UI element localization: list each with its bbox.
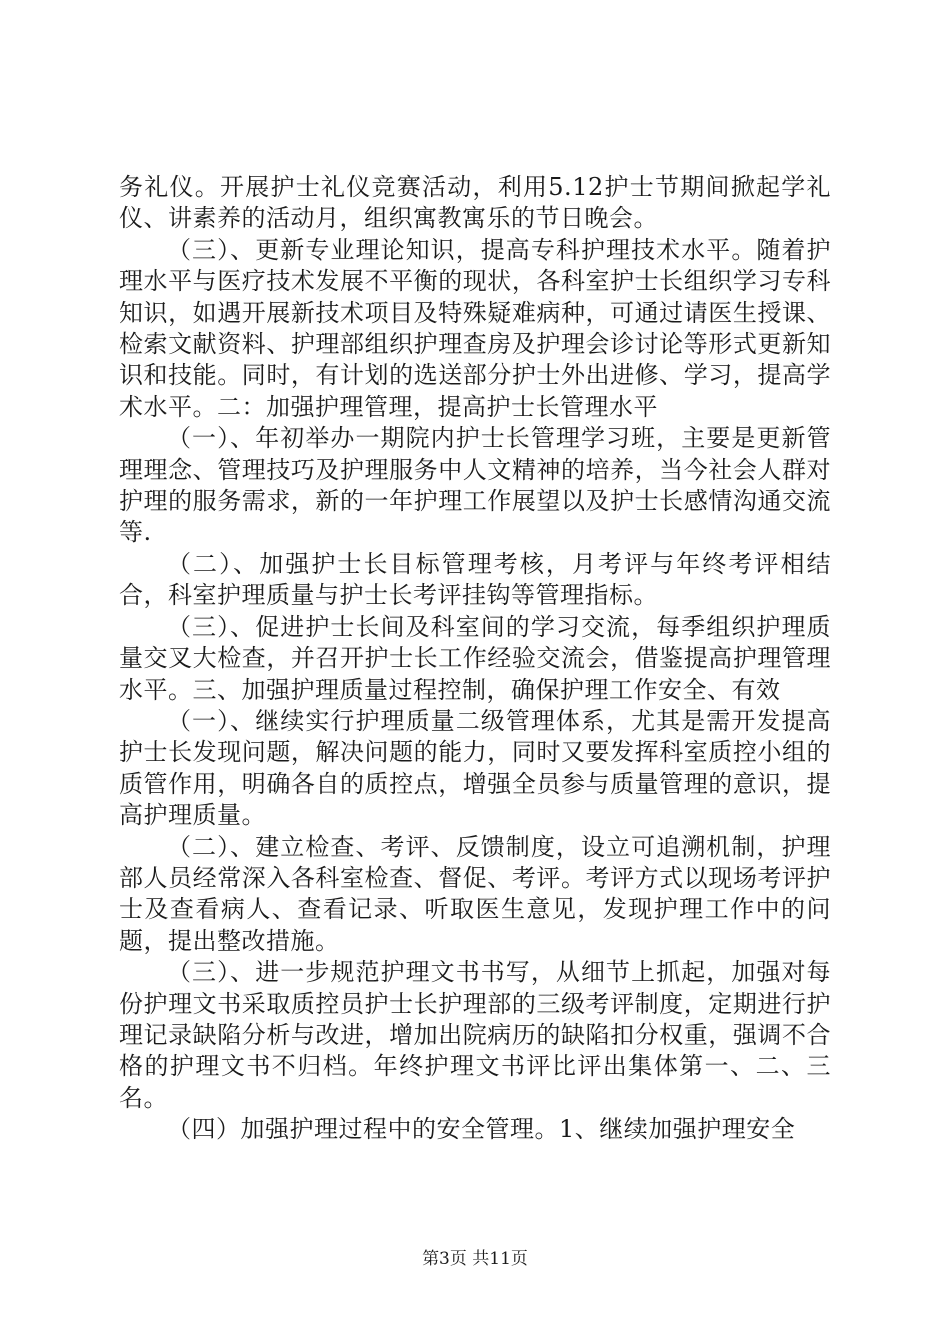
- paragraph-7: （二）、建立检查、考评、反馈制度，设立可追溯机制，护理部人员经常深入各科室检查、督促、考评。考评方式以现场考评护士及查看病人、查看记录、听取医生意见，发现护理工作中的问题，提出整改措施。: [119, 832, 831, 955]
- paragraph-9: （四）加强护理过程中的安全管理。1、继续加强护理安全: [167, 1115, 796, 1144]
- paragraph-1: 务礼仪。开展护士礼仪竞赛活动，利用5.12护士节期间掀起学礼仪、讲素养的活动月，组织寓教寓乐的节日晚会。: [119, 173, 831, 233]
- paragraph-3: （一）、年初举办一期院内护士长管理学习班，主要是更新管理理念、管理技巧及护理服务中人文精神的培养，当今社会人群对护理的服务需求，新的一年护理工作展望以及护士长感情沟通交流等.: [119, 424, 831, 547]
- paragraph-8: （三）、进一步规范护理文书书写，从细节上抓起，加强对每份护理文书采取质控员护士长护理部的三级考评制度，定期进行护理记录缺陷分析与改进，增加出院病历的缺陷扣分权重，强调不合格的护理文书不归档。年终护理文书评比评出集体第一、二、三名。: [119, 958, 831, 1112]
- page-number-footer: 第3页 共11页: [422, 1249, 528, 1269]
- paragraph-6: （一）、继续实行护理质量二级管理体系，尤其是需开发提高护士长发现问题，解决问题的能力，同时又要发挥科室质控小组的质管作用，明确各自的质控点，增强全员参与质量管理的意识，提高护理质量。: [119, 706, 831, 830]
- document-body: [119, 172, 831, 1146]
- paragraph-5: （三）、促进护士长间及科室间的学习交流，每季组织护理质量交叉大检查，并召开护士长工作经验交流会，借鉴提高护理管理水平。三、加强护理质量过程控制，确保护理工作安全、有效: [119, 612, 831, 704]
- paragraph-2: （三）、更新专业理论知识，提高专科护理技术水平。随着护理水平与医疗技术发展不平衡的现状，各科室护士长组织学习专科知识，如遇开展新技术项目及特殊疑难病种，可通过请医生授课、检索文献资料、护理部组织护理查房及护理会诊讨论等形式更新知识和技能。同时，有计划的选送部分护士外出进修、学习，提高学术水平。二：加强护理管理，提高护士长管理水平: [119, 235, 831, 421]
- paragraph-4: （二）、加强护士长目标管理考核，月考评与年终考评相结合，科室护理质量与护士长考评挂钩等管理指标。: [119, 549, 831, 610]
